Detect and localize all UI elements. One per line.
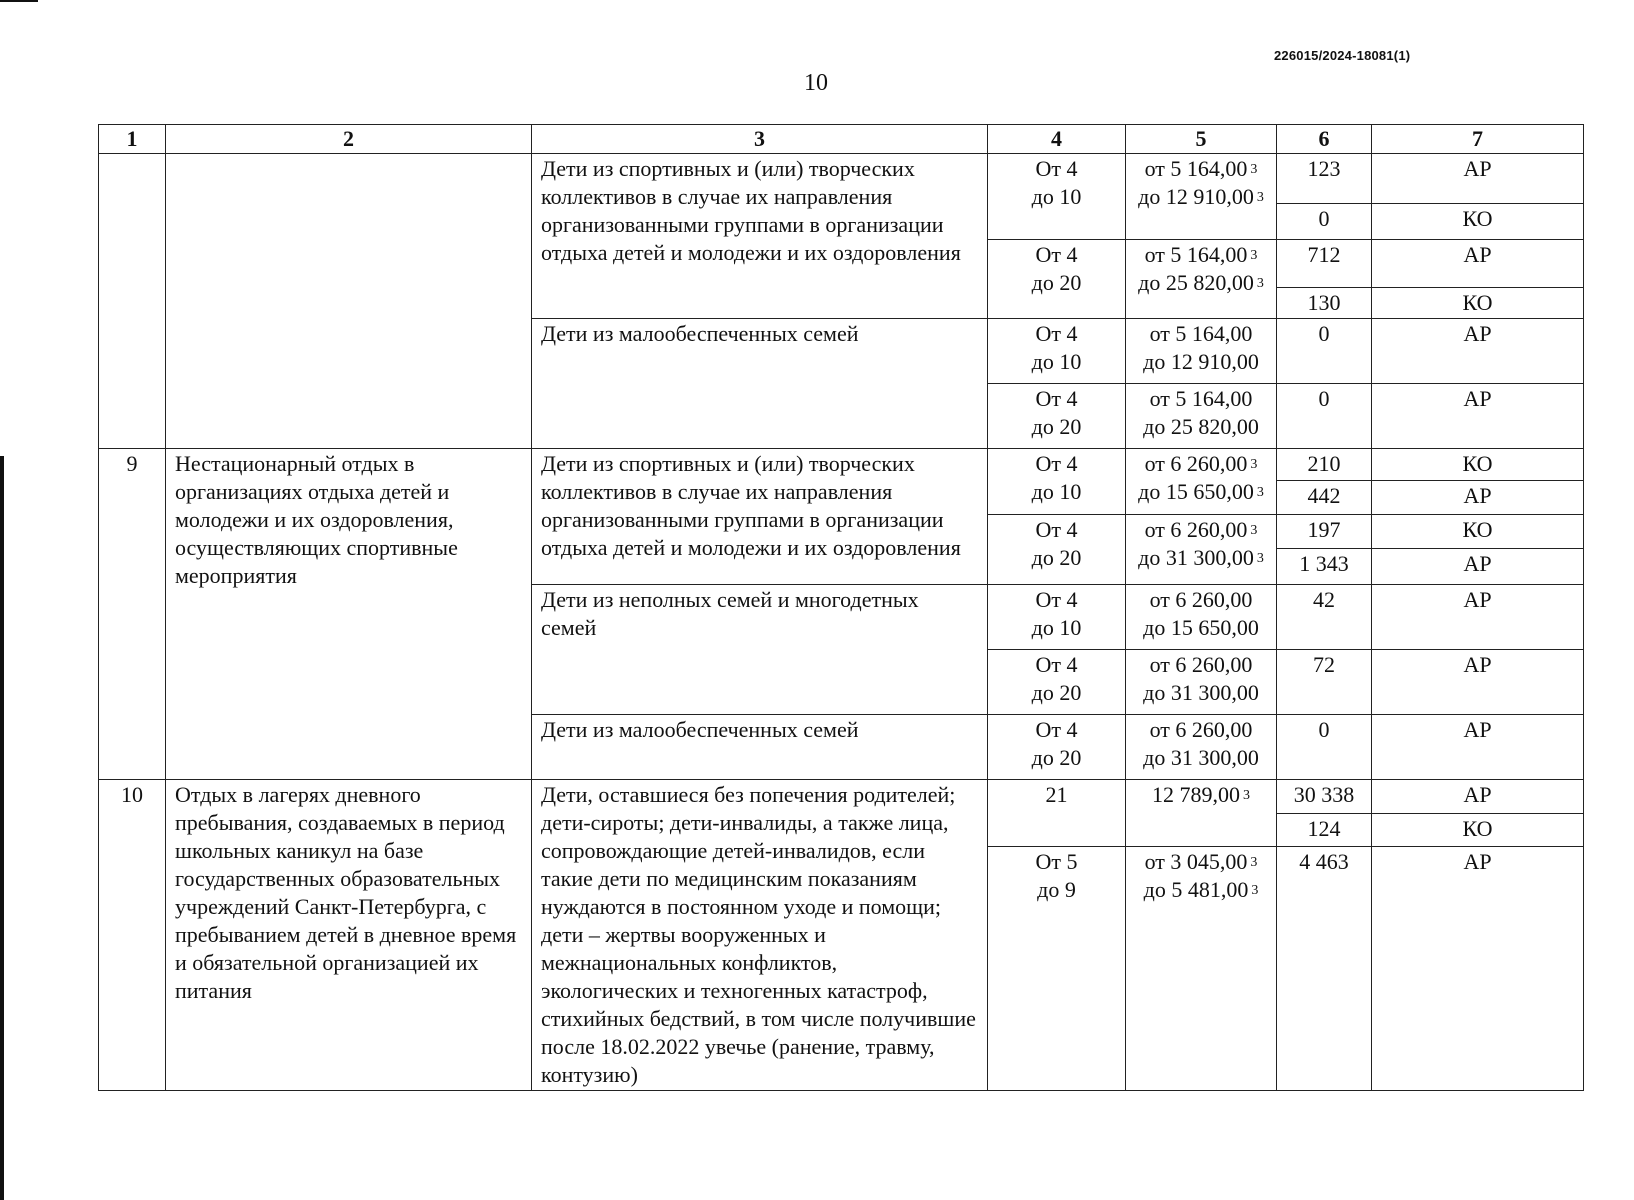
document-id: 226015/2024-18081(1) — [1274, 48, 1411, 63]
age-cell: От 4 до 10 — [988, 319, 1126, 384]
count-cell: 130 — [1277, 288, 1372, 319]
price-cell: от 6 260,00 до 31 300,00 — [1126, 650, 1277, 715]
category-cell: Дети из неполных семей и многодетных семей — [532, 585, 988, 715]
column-header: 7 — [1372, 125, 1584, 154]
age-cell: От 4 до 20 — [988, 515, 1126, 585]
count-cell: 0 — [1277, 204, 1372, 240]
price-cell: от 5 164,00 до 25 820,00 — [1126, 384, 1277, 449]
price-cell: от 5 164,00 $^3$ до 25 820,00 $^3$ — [1126, 240, 1277, 319]
age-cell: От 4 до 10 — [988, 449, 1126, 515]
row-number-cell: 9 — [99, 449, 166, 780]
scan-edge-mark — [0, 456, 4, 1200]
row-name-cell: Нестационарный отдых в организациях отдыха детей и молодежи и их оздоровления, осуществляющих спортивные мероприятия — [166, 449, 532, 780]
count-cell: 197 — [1277, 515, 1372, 549]
age-cell: От 4 до 20 — [988, 715, 1126, 780]
table-row — [99, 780, 1584, 814]
age-cell: От 5 до 9 — [988, 847, 1126, 1091]
age-cell: 21 — [988, 780, 1126, 847]
row-name-cell: Отдых в лагерях дневного пребывания, создаваемых в период школьных каникул на базе государственных образовательных учреждений Санкт-Петербурга, с пребыванием детей в дневное время и обязательной организацией их питания — [166, 780, 532, 1091]
type-cell: АР — [1372, 585, 1584, 650]
count-cell: 0 — [1277, 319, 1372, 384]
price-cell: от 6 260,00 $^3$ до 15 650,00 $^3$ — [1126, 449, 1277, 515]
type-cell: КО — [1372, 515, 1584, 549]
count-cell: 210 — [1277, 449, 1372, 481]
type-cell: АР — [1372, 715, 1584, 780]
table-row — [99, 154, 1584, 204]
type-cell: АР — [1372, 549, 1584, 585]
price-cell: от 5 164,00 $^3$ до 12 910,00 $^3$ — [1126, 154, 1277, 240]
count-cell: 712 — [1277, 240, 1372, 288]
type-cell: АР — [1372, 650, 1584, 715]
column-number-row — [99, 125, 1584, 154]
scan-edge-mark — [0, 0, 38, 2]
type-cell: КО — [1372, 449, 1584, 481]
type-cell: КО — [1372, 204, 1584, 240]
row-name-cell — [166, 154, 532, 449]
age-cell: От 4 до 10 — [988, 585, 1126, 650]
count-cell: 1 343 — [1277, 549, 1372, 585]
price-cell: от 6 260,00 до 15 650,00 — [1126, 585, 1277, 650]
price-cell: от 6 260,00 $^3$ до 31 300,00 $^3$ — [1126, 515, 1277, 585]
data-table — [98, 124, 1584, 1091]
price-cell: от 6 260,00 до 31 300,00 — [1126, 715, 1277, 780]
count-cell: 42 — [1277, 585, 1372, 650]
row-number-cell — [99, 154, 166, 449]
price-cell: от 5 164,00 до 12 910,00 — [1126, 319, 1277, 384]
count-cell: 123 — [1277, 154, 1372, 204]
count-cell: 442 — [1277, 481, 1372, 515]
category-cell: Дети из малообеспеченных семей — [532, 715, 988, 780]
column-header: 5 — [1126, 125, 1277, 154]
type-cell: АР — [1372, 481, 1584, 515]
column-header: 6 — [1277, 125, 1372, 154]
category-cell: Дети из спортивных и (или) творческих коллективов в случае их направления организованными группами в организации отдыха детей и молодежи и их оздоровления — [532, 154, 988, 319]
count-cell: 30 338 — [1277, 780, 1372, 814]
type-cell: АР — [1372, 384, 1584, 449]
count-cell: 0 — [1277, 384, 1372, 449]
count-cell: 124 — [1277, 813, 1372, 847]
age-cell: От 4 до 20 — [988, 650, 1126, 715]
type-cell: КО — [1372, 288, 1584, 319]
column-header: 2 — [166, 125, 532, 154]
type-cell: АР — [1372, 780, 1584, 814]
column-header: 1 — [99, 125, 166, 154]
age-cell: От 4 до 10 — [988, 154, 1126, 240]
count-cell: 4 463 — [1277, 847, 1372, 1091]
category-cell: Дети, оставшиеся без попечения родителей; дети-сироты; дети-инвалиды, а также лица, сопровождающие детей-инвалидов, если такие дети по медицинским показаниям нуждаются в постоянном уходе и помощи; дети – жертвы вооруженных и межнациональных конфликтов, экологических и техногенных катастроф, стихийных бедствий, в том числе получившие после 18.02.2022 увечье (ранение, травму, контузию) — [532, 780, 988, 1091]
column-header: 3 — [532, 125, 988, 154]
table-row — [99, 449, 1584, 481]
row-number-cell: 10 — [99, 780, 166, 1091]
category-cell: Дети из малообеспеченных семей — [532, 319, 988, 449]
column-header: 4 — [988, 125, 1126, 154]
count-cell: 0 — [1277, 715, 1372, 780]
price-cell: от 3 045,00 $^3$ до 5 481,00 $^3$ — [1126, 847, 1277, 1091]
type-cell: АР — [1372, 847, 1584, 1091]
type-cell: АР — [1372, 240, 1584, 288]
price-cell: 12 789,00 $^3$ — [1126, 780, 1277, 847]
age-cell: От 4 до 20 — [988, 384, 1126, 449]
page-number: 10 — [804, 70, 828, 96]
type-cell: АР — [1372, 154, 1584, 204]
count-cell: 72 — [1277, 650, 1372, 715]
type-cell: АР — [1372, 319, 1584, 384]
type-cell: КО — [1372, 813, 1584, 847]
category-cell: Дети из спортивных и (или) творческих коллективов в случае их направления организованными группами в организации отдыха детей и молодежи и их оздоровления — [532, 449, 988, 585]
age-cell: От 4 до 20 — [988, 240, 1126, 319]
